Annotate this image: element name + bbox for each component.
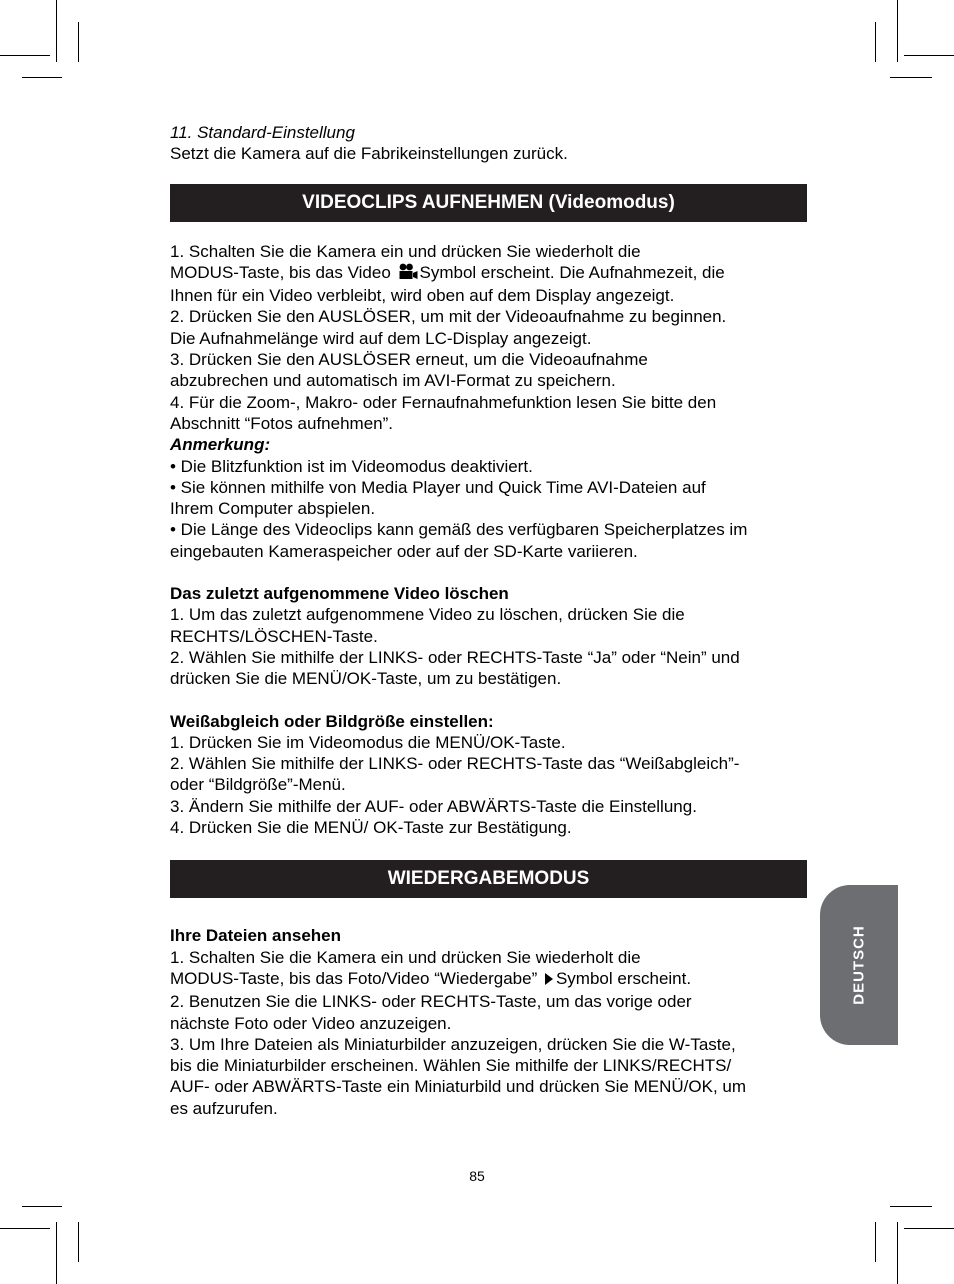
video-step-line bbox=[170, 262, 810, 285]
crop-mark bbox=[897, 0, 898, 62]
playback-line: 3. Um Ihre Dateien als Miniaturbilder anzuzeigen, drücken Sie die W-Taste, bbox=[170, 1034, 736, 1054]
text-span: Symbol erscheint. Die Aufnahmezeit, die bbox=[419, 262, 725, 282]
wb-heading: Weißabgleich oder Bildgröße einstellen: bbox=[170, 711, 494, 731]
note-line: • Die Länge des Videoclips kann gemäß des verfügbaren Speicherplatzes im bbox=[170, 520, 748, 540]
crop-mark bbox=[904, 1228, 954, 1229]
wb-line: 4. Drücken Sie die MENÜ/ OK-Taste zur Bestätigung. bbox=[170, 818, 572, 838]
crop-mark bbox=[0, 1228, 50, 1229]
crop-mark bbox=[875, 1222, 876, 1262]
crop-mark bbox=[78, 22, 79, 62]
intro-heading: 11. Standard-Einstellung bbox=[170, 123, 355, 142]
video-camera-icon bbox=[398, 263, 418, 285]
delete-line: 1. Um das zuletzt aufgenommene Video zu löschen, drücken Sie die bbox=[170, 605, 685, 625]
crop-mark bbox=[904, 55, 954, 56]
playback-line: 2. Benutzen Sie die LINKS- oder RECHTS-Taste, um das vorige oder bbox=[170, 992, 692, 1012]
playback-line: AUF- oder ABWÄRTS-Taste ein Miniaturbild und drücken Sie MENÜ/OK, um bbox=[170, 1077, 747, 1097]
page-content bbox=[170, 122, 810, 1119]
crop-mark bbox=[897, 1222, 898, 1284]
note-line: Ihrem Computer abspielen. bbox=[170, 499, 376, 519]
video-step-line: 4. Für die Zoom-, Makro- oder Fernaufnahmefunktion lesen Sie bitte den bbox=[170, 392, 717, 412]
crop-mark bbox=[890, 1206, 932, 1207]
crop-mark bbox=[0, 55, 50, 56]
text-span: Symbol erscheint. bbox=[555, 968, 692, 988]
text-span: MODUS-Taste, bis das Video bbox=[170, 262, 391, 282]
video-step-line: 2. Drücken Sie den AUSLÖSER, um mit der Videoaufnahme zu beginnen. bbox=[170, 307, 727, 327]
playback-line: bis die Miniaturbilder erscheinen. Wählen Sie mithilfe der LINKS/RECHTS/ bbox=[170, 1056, 732, 1076]
crop-mark bbox=[56, 1222, 57, 1284]
video-step-line: abzubrechen und automatisch im AVI-Format zu speichern. bbox=[170, 371, 616, 391]
intro-text: Setzt die Kamera auf die Fabrikeinstellungen zurück. bbox=[170, 144, 568, 164]
note-line: • Die Blitzfunktion ist im Videomodus deaktiviert. bbox=[170, 456, 533, 476]
crop-mark bbox=[890, 77, 932, 78]
video-step-line: Die Aufnahmelänge wird auf dem LC-Display angezeigt. bbox=[170, 328, 592, 348]
delete-line: 2. Wählen Sie mithilfe der LINKS- oder RECHTS-Taste “Ja” oder “Nein” und bbox=[170, 647, 740, 667]
delete-line: drücken Sie die MENÜ/OK-Taste, um zu bestätigen. bbox=[170, 669, 562, 689]
note-label: Anmerkung: bbox=[170, 435, 271, 455]
text-span: MODUS-Taste, bis das Foto/Video “Wiedergabe” bbox=[170, 968, 538, 988]
page-number: 85 bbox=[469, 1168, 485, 1184]
video-step-line: Ihnen für ein Video verbleibt, wird oben auf dem Display angezeigt. bbox=[170, 286, 675, 306]
wb-line: 1. Drücken Sie im Videomodus die MENÜ/OK-Taste. bbox=[170, 732, 566, 752]
note-line: • Sie können mithilfe von Media Player und Quick Time AVI-Dateien auf bbox=[170, 477, 706, 497]
playback-line: 1. Schalten Sie die Kamera ein und drücken Sie wiederholt die bbox=[170, 947, 641, 967]
crop-mark bbox=[78, 1222, 79, 1262]
note-line: eingebauten Kameraspeicher oder auf der SD-Karte variieren. bbox=[170, 541, 638, 561]
wb-line: oder “Bildgröße”-Menü. bbox=[170, 775, 346, 795]
crop-mark bbox=[22, 77, 62, 78]
playback-line bbox=[170, 968, 810, 991]
delete-line: RECHTS/LÖSCHEN-Taste. bbox=[170, 626, 378, 646]
playback-line: nächste Foto oder Video anzuzeigen. bbox=[170, 1013, 452, 1033]
crop-mark bbox=[22, 1206, 62, 1207]
video-step-line: 1. Schalten Sie die Kamera ein und drücken Sie wiederholt die bbox=[170, 241, 641, 261]
crop-mark bbox=[56, 0, 57, 62]
playback-line: es aufzurufen. bbox=[170, 1098, 278, 1118]
video-step-line: 3. Drücken Sie den AUSLÖSER erneut, um die Videoaufnahme bbox=[170, 350, 648, 370]
wb-line: 3. Ändern Sie mithilfe der AUF- oder ABWÄRTS-Taste die Einstellung. bbox=[170, 796, 697, 816]
playback-section-banner: WIEDERGABEMODUS bbox=[170, 860, 807, 898]
language-tab bbox=[820, 885, 898, 1045]
play-triangle-icon bbox=[544, 970, 554, 991]
language-tab-label: DEUTSCH bbox=[850, 925, 868, 1005]
delete-heading: Das zuletzt aufgenommene Video löschen bbox=[170, 584, 509, 604]
wb-line: 2. Wählen Sie mithilfe der LINKS- oder RECHTS-Taste das “Weißabgleich”- bbox=[170, 754, 740, 774]
playback-heading: Ihre Dateien ansehen bbox=[170, 926, 342, 946]
crop-mark bbox=[875, 22, 876, 62]
video-step-line: Abschnitt “Fotos aufnehmen”. bbox=[170, 413, 394, 433]
video-section-banner: VIDEOCLIPS AUFNEHMEN (Videomodus) bbox=[170, 184, 807, 222]
